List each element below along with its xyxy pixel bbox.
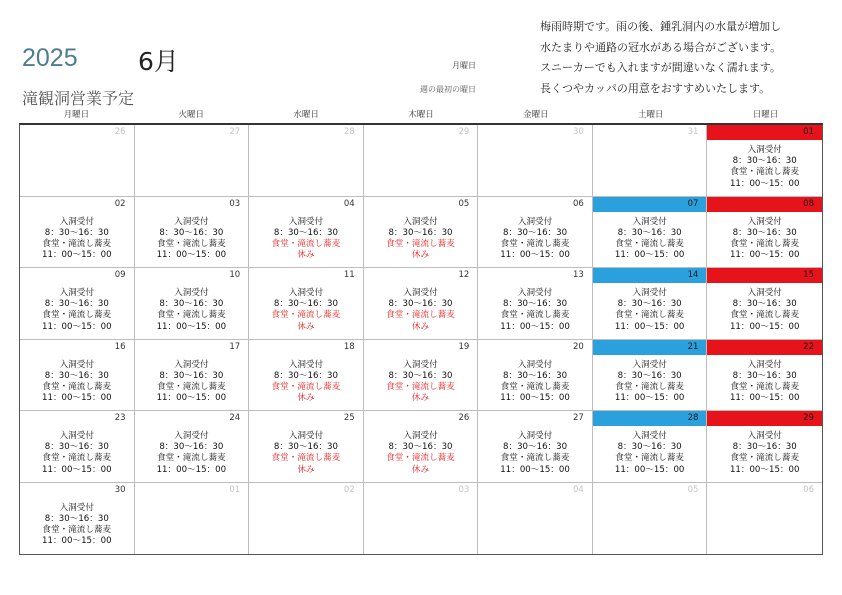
year-label: 2025 (22, 44, 78, 72)
restaurant-label-closed: 食堂・滝流し蕎麦 (386, 453, 455, 464)
restaurant-label-closed: 食堂・滝流し蕎麦 (271, 381, 341, 392)
calendar-day (593, 125, 708, 197)
day-number: 11 (343, 270, 355, 280)
day-number: 25 (343, 413, 355, 423)
cave-entry-label: 入洞受付 (747, 216, 782, 227)
cave-entry-label: 入洞受付 (517, 288, 553, 298)
cave-entry-hours: 8：30〜16：30 (44, 513, 109, 524)
restaurant-label: 食堂・滝流し蕎麦 (500, 238, 570, 249)
day-number: 22 (707, 340, 822, 355)
day-schedule (364, 431, 478, 476)
day-number: 29 (458, 127, 470, 137)
day-number: 26 (114, 127, 126, 137)
restaurant-label: 食堂・滝流し蕎麦 (156, 238, 226, 249)
cave-entry-hours: 8：30〜16：30 (732, 370, 797, 381)
restaurant-label: 食堂・滝流し蕎麦 (42, 524, 112, 535)
restaurant-label: 食堂・滝流し蕎麦 (42, 238, 112, 249)
cave-entry-hours: 8：30〜16：30 (388, 227, 453, 238)
cave-entry-hours: 8：30〜16：30 (732, 299, 797, 310)
day-schedule (478, 217, 592, 262)
restaurant-label: 食堂・滝流し蕎麦 (730, 381, 800, 392)
day-number: 28 (343, 127, 355, 137)
cave-entry-hours: 8：30〜16：30 (617, 442, 682, 453)
cave-entry-hours: 8：30〜16：30 (503, 370, 568, 381)
calendar-day (249, 340, 364, 412)
restaurant-closed-text: 休み (411, 393, 430, 404)
cave-entry-hours: 8：30〜16：30 (273, 227, 338, 238)
day-schedule (707, 360, 822, 405)
calendar-day (135, 340, 250, 412)
day-number: 02 (343, 484, 355, 495)
day-number: 23 (114, 413, 126, 423)
cave-entry-hours: 8：30〜16：30 (617, 370, 682, 381)
day-number: 14 (593, 268, 707, 283)
calendar-day (249, 483, 364, 555)
restaurant-hours: 11：00〜15：00 (614, 321, 685, 332)
day-number: 04 (343, 198, 355, 209)
day-schedule (364, 217, 478, 262)
calendar-day (593, 340, 708, 412)
restaurant-label: 食堂・滝流し蕎麦 (615, 238, 685, 249)
restaurant-label: 食堂・滝流し蕎麦 (42, 381, 112, 392)
calendar-day (135, 125, 250, 197)
cave-entry-hours: 8：30〜16：30 (159, 442, 224, 453)
restaurant-hours: 11：00〜15：00 (729, 464, 800, 475)
cave-entry-hours: 8：30〜16：30 (44, 370, 109, 381)
cave-entry-label: 入洞受付 (288, 431, 324, 441)
restaurant-hours: 11：00〜15：00 (500, 464, 570, 475)
restaurant-label: 食堂・滝流し蕎麦 (730, 310, 800, 321)
day-schedule (707, 288, 822, 333)
day-schedule (135, 360, 249, 405)
cave-entry-hours: 8：30〜16：30 (732, 227, 797, 238)
restaurant-hours: 11：00〜15：00 (42, 464, 112, 475)
restaurant-label: 食堂・滝流し蕎麦 (730, 453, 800, 464)
day-number: 01 (229, 484, 241, 495)
cave-entry-hours: 8：30〜16：30 (159, 370, 224, 381)
cave-entry-label: 入洞受付 (632, 288, 667, 298)
weekday-wednesday: 水曜日 (293, 110, 319, 120)
week-start-note: 週の最初の曜日 (420, 85, 476, 94)
restaurant-hours: 11：00〜15：00 (156, 321, 227, 332)
restaurant-hours: 11：00〜15：00 (614, 250, 685, 261)
restaurant-hours: 11：00〜15：00 (42, 393, 112, 404)
restaurant-hours: 11：00〜15：00 (729, 178, 800, 189)
day-number: 27 (229, 127, 241, 137)
day-schedule (135, 288, 249, 333)
day-number: 07 (593, 197, 707, 212)
calendar-day (707, 268, 822, 340)
page-title: 滝観洞営業予定 (22, 89, 135, 108)
restaurant-closed-text: 休み (297, 321, 315, 332)
calendar-day (478, 411, 593, 483)
day-schedule (20, 360, 134, 405)
day-number: 20 (573, 341, 584, 352)
restaurant-label: 食堂・滝流し蕎麦 (500, 381, 570, 392)
cave-entry-label: 入洞受付 (59, 502, 94, 513)
day-number: 15 (707, 268, 822, 283)
notice-line: 梅雨時期です。雨の後、鍾乳洞内の水量が増加し (540, 20, 782, 33)
cave-entry-hours: 8：30〜16：30 (388, 370, 453, 381)
calendar-day (249, 125, 364, 197)
calendar-grid (19, 123, 823, 555)
restaurant-label-closed: 食堂・滝流し蕎麦 (386, 310, 455, 321)
day-schedule (20, 288, 134, 333)
day-number: 17 (229, 341, 241, 352)
notice-box (540, 17, 840, 99)
cave-entry-hours: 8：30〜16：30 (44, 299, 109, 310)
cave-entry-label: 入洞受付 (747, 288, 782, 298)
restaurant-closed-text: 休み (411, 250, 430, 261)
day-schedule (478, 288, 592, 333)
day-schedule (364, 288, 478, 333)
calendar-day (478, 340, 593, 412)
restaurant-hours: 11：00〜15：00 (156, 464, 227, 475)
restaurant-hours: 11：00〜15：00 (156, 250, 227, 261)
day-schedule (478, 360, 592, 405)
day-schedule (478, 431, 592, 476)
calendar-day (20, 483, 135, 555)
restaurant-hours: 11：00〜15：00 (729, 393, 800, 404)
day-schedule (135, 217, 249, 262)
cave-entry-label: 入洞受付 (59, 288, 94, 298)
day-schedule (249, 217, 363, 262)
weekday-friday: 金曜日 (523, 110, 549, 120)
calendar-day (593, 411, 708, 483)
day-number: 19 (458, 341, 470, 352)
calendar-day (249, 197, 364, 269)
restaurant-label: 食堂・滝流し蕎麦 (730, 238, 800, 249)
cave-entry-label: 入洞受付 (747, 431, 782, 441)
day-number: 05 (458, 198, 470, 209)
cave-entry-hours: 8：30〜16：30 (732, 156, 797, 167)
cave-entry-label: 入洞受付 (747, 359, 782, 370)
day-schedule (593, 431, 707, 476)
cave-entry-hours: 8：30〜16：30 (732, 442, 797, 453)
restaurant-closed-text: 休み (297, 250, 315, 261)
day-schedule (20, 503, 134, 548)
cave-entry-hours: 8：30〜16：30 (388, 442, 453, 453)
cave-entry-hours: 8：30〜16：30 (44, 442, 109, 453)
day-schedule (20, 217, 134, 262)
cave-entry-hours: 8：30〜16：30 (617, 299, 682, 310)
calendar-day (593, 268, 708, 340)
restaurant-label: 食堂・滝流し蕎麦 (156, 453, 226, 464)
restaurant-label-closed: 食堂・滝流し蕎麦 (271, 453, 341, 464)
calendar-day (249, 411, 364, 483)
cave-entry-label: 入洞受付 (403, 431, 438, 441)
calendar-day (135, 411, 250, 483)
calendar-day (707, 411, 822, 483)
calendar-day (364, 340, 479, 412)
calendar-day (20, 197, 135, 269)
restaurant-label: 食堂・滝流し蕎麦 (615, 310, 685, 321)
day-schedule (707, 145, 822, 190)
restaurant-hours: 11：00〜15：00 (614, 393, 685, 404)
day-number: 08 (707, 197, 822, 212)
cave-entry-hours: 8：30〜16：30 (159, 227, 224, 238)
cave-entry-label: 入洞受付 (174, 359, 209, 370)
weekday-sunday: 日曜日 (752, 110, 779, 120)
calendar-day (707, 483, 822, 555)
restaurant-closed-text: 休み (297, 393, 315, 404)
cave-entry-hours: 8：30〜16：30 (159, 299, 224, 310)
month-label: 6月 (138, 47, 179, 76)
day-number: 06 (803, 484, 814, 495)
notice-line: 水たまりや通路の冠水がある場合がございます。 (540, 40, 782, 54)
calendar-day (20, 340, 135, 412)
day-number: 02 (114, 198, 126, 209)
day-number: 05 (687, 484, 699, 495)
weekday-monday: 月曜日 (63, 110, 90, 120)
restaurant-hours: 11：00〜15：00 (42, 321, 112, 332)
restaurant-closed-text: 休み (297, 464, 315, 475)
cave-entry-label: 入洞受付 (517, 216, 553, 227)
day-number: 29 (707, 411, 822, 426)
calendar-day (135, 268, 250, 340)
notice-line: 長くつやカッパの用意をおすすめいたします。 (540, 81, 771, 95)
cave-entry-label: 入洞受付 (632, 359, 667, 370)
calendar-day (364, 197, 479, 269)
restaurant-label: 食堂・滝流し蕎麦 (42, 453, 112, 464)
weekday-saturday: 土曜日 (637, 110, 664, 120)
cave-entry-label: 入洞受付 (174, 431, 209, 441)
weekday-thursday: 木曜日 (408, 110, 434, 120)
calendar-day (707, 340, 822, 412)
day-schedule (707, 217, 822, 262)
calendar-day (364, 268, 479, 340)
cave-entry-label: 入洞受付 (403, 359, 438, 370)
calendar-day (364, 483, 479, 555)
cave-entry-label: 入洞受付 (403, 288, 438, 298)
restaurant-label-closed: 食堂・滝流し蕎麦 (386, 381, 455, 392)
day-number: 10 (229, 270, 241, 280)
day-number: 12 (458, 270, 470, 280)
day-number: 30 (573, 127, 584, 137)
restaurant-hours: 11：00〜15：00 (729, 321, 800, 332)
restaurant-hours: 11：00〜15：00 (500, 321, 570, 332)
day-number: 04 (573, 484, 584, 495)
restaurant-label: 食堂・滝流し蕎麦 (500, 453, 570, 464)
restaurant-closed-text: 休み (411, 321, 430, 332)
restaurant-label: 食堂・滝流し蕎麦 (500, 310, 570, 321)
cave-entry-label: 入洞受付 (59, 359, 94, 370)
calendar-day (707, 197, 822, 269)
day-schedule (593, 288, 707, 333)
restaurant-label: 食堂・滝流し蕎麦 (42, 310, 112, 321)
restaurant-hours: 11：00〜15：00 (156, 393, 227, 404)
day-number: 03 (229, 198, 241, 209)
day-number: 18 (343, 341, 355, 352)
cave-entry-label: 入洞受付 (517, 431, 553, 441)
cave-entry-label: 入洞受付 (288, 216, 324, 227)
day-number: 26 (458, 413, 470, 423)
restaurant-label-closed: 食堂・滝流し蕎麦 (271, 310, 341, 321)
restaurant-hours: 11：00〜15：00 (729, 250, 800, 261)
day-schedule (249, 288, 363, 333)
restaurant-hours: 11：00〜15：00 (42, 536, 112, 547)
cave-entry-hours: 8：30〜16：30 (273, 370, 338, 381)
day-number: 24 (229, 413, 241, 423)
cave-entry-label: 入洞受付 (59, 216, 94, 227)
calendar-day (135, 483, 250, 555)
restaurant-hours: 11：00〜15：00 (614, 464, 685, 475)
cave-entry-hours: 8：30〜16：30 (503, 227, 568, 238)
day-schedule (593, 217, 707, 262)
cave-entry-label: 入洞受付 (517, 359, 553, 370)
cave-entry-hours: 8：30〜16：30 (617, 227, 682, 238)
cave-entry-label: 入洞受付 (403, 216, 438, 227)
restaurant-hours: 11：00〜15：00 (500, 250, 570, 261)
calendar-day (249, 268, 364, 340)
week-start-label: 月曜日 (452, 61, 476, 70)
calendar-day (20, 125, 135, 197)
day-schedule (364, 360, 478, 405)
restaurant-hours: 11：00〜15：00 (500, 393, 570, 404)
day-number: 06 (573, 198, 584, 209)
day-number: 21 (593, 340, 707, 355)
weekday-tuesday: 火曜日 (178, 110, 205, 120)
day-number: 27 (573, 413, 584, 423)
restaurant-label: 食堂・滝流し蕎麦 (615, 381, 685, 392)
cave-entry-hours: 8：30〜16：30 (503, 442, 568, 453)
day-number: 16 (114, 341, 126, 352)
cave-entry-hours: 8：30〜16：30 (273, 299, 338, 310)
restaurant-label: 食堂・滝流し蕎麦 (156, 381, 226, 392)
calendar-day (478, 197, 593, 269)
day-schedule (593, 360, 707, 405)
calendar-day (364, 125, 479, 197)
cave-entry-label: 入洞受付 (288, 288, 324, 298)
calendar-day (478, 268, 593, 340)
restaurant-hours: 11：00〜15：00 (42, 250, 112, 261)
cave-entry-label: 入洞受付 (174, 288, 209, 298)
day-number: 28 (593, 411, 707, 426)
calendar-day (20, 268, 135, 340)
day-number: 31 (687, 127, 699, 137)
cave-entry-hours: 8：30〜16：30 (503, 299, 568, 310)
notice-line: スニーカーでも入れますが間違いなく濡れます。 (540, 61, 781, 74)
day-number: 30 (114, 484, 126, 495)
calendar-day (20, 411, 135, 483)
cave-entry-hours: 8：30〜16：30 (44, 227, 109, 238)
day-schedule (20, 431, 134, 476)
cave-entry-hours: 8：30〜16：30 (273, 442, 338, 453)
restaurant-label: 食堂・滝流し蕎麦 (730, 167, 800, 178)
cave-entry-label: 入洞受付 (288, 359, 324, 370)
cave-entry-label: 入洞受付 (747, 145, 782, 155)
day-number: 13 (573, 270, 584, 280)
cave-entry-hours: 8：30〜16：30 (388, 299, 453, 310)
calendar-day (593, 483, 708, 555)
cave-entry-label: 入洞受付 (174, 216, 209, 227)
cave-entry-label: 入洞受付 (632, 431, 667, 441)
day-schedule (249, 360, 363, 405)
restaurant-label: 食堂・滝流し蕎麦 (156, 310, 226, 321)
calendar-day (135, 197, 250, 269)
day-number: 03 (458, 484, 470, 495)
calendar-day (707, 125, 822, 197)
restaurant-label-closed: 食堂・滝流し蕎麦 (386, 238, 455, 249)
restaurant-closed-text: 休み (411, 464, 430, 475)
day-schedule (707, 431, 822, 476)
calendar-day (478, 483, 593, 555)
cave-entry-label: 入洞受付 (632, 216, 667, 227)
calendar-day (364, 411, 479, 483)
restaurant-label-closed: 食堂・滝流し蕎麦 (271, 238, 341, 249)
weekday-header (19, 108, 823, 122)
day-number: 09 (114, 270, 126, 280)
day-number: 01 (707, 125, 822, 140)
calendar-day (593, 197, 708, 269)
calendar-day (478, 125, 593, 197)
day-schedule (249, 431, 363, 476)
cave-entry-label: 入洞受付 (59, 431, 94, 441)
day-schedule (135, 431, 249, 476)
restaurant-label: 食堂・滝流し蕎麦 (615, 453, 685, 464)
